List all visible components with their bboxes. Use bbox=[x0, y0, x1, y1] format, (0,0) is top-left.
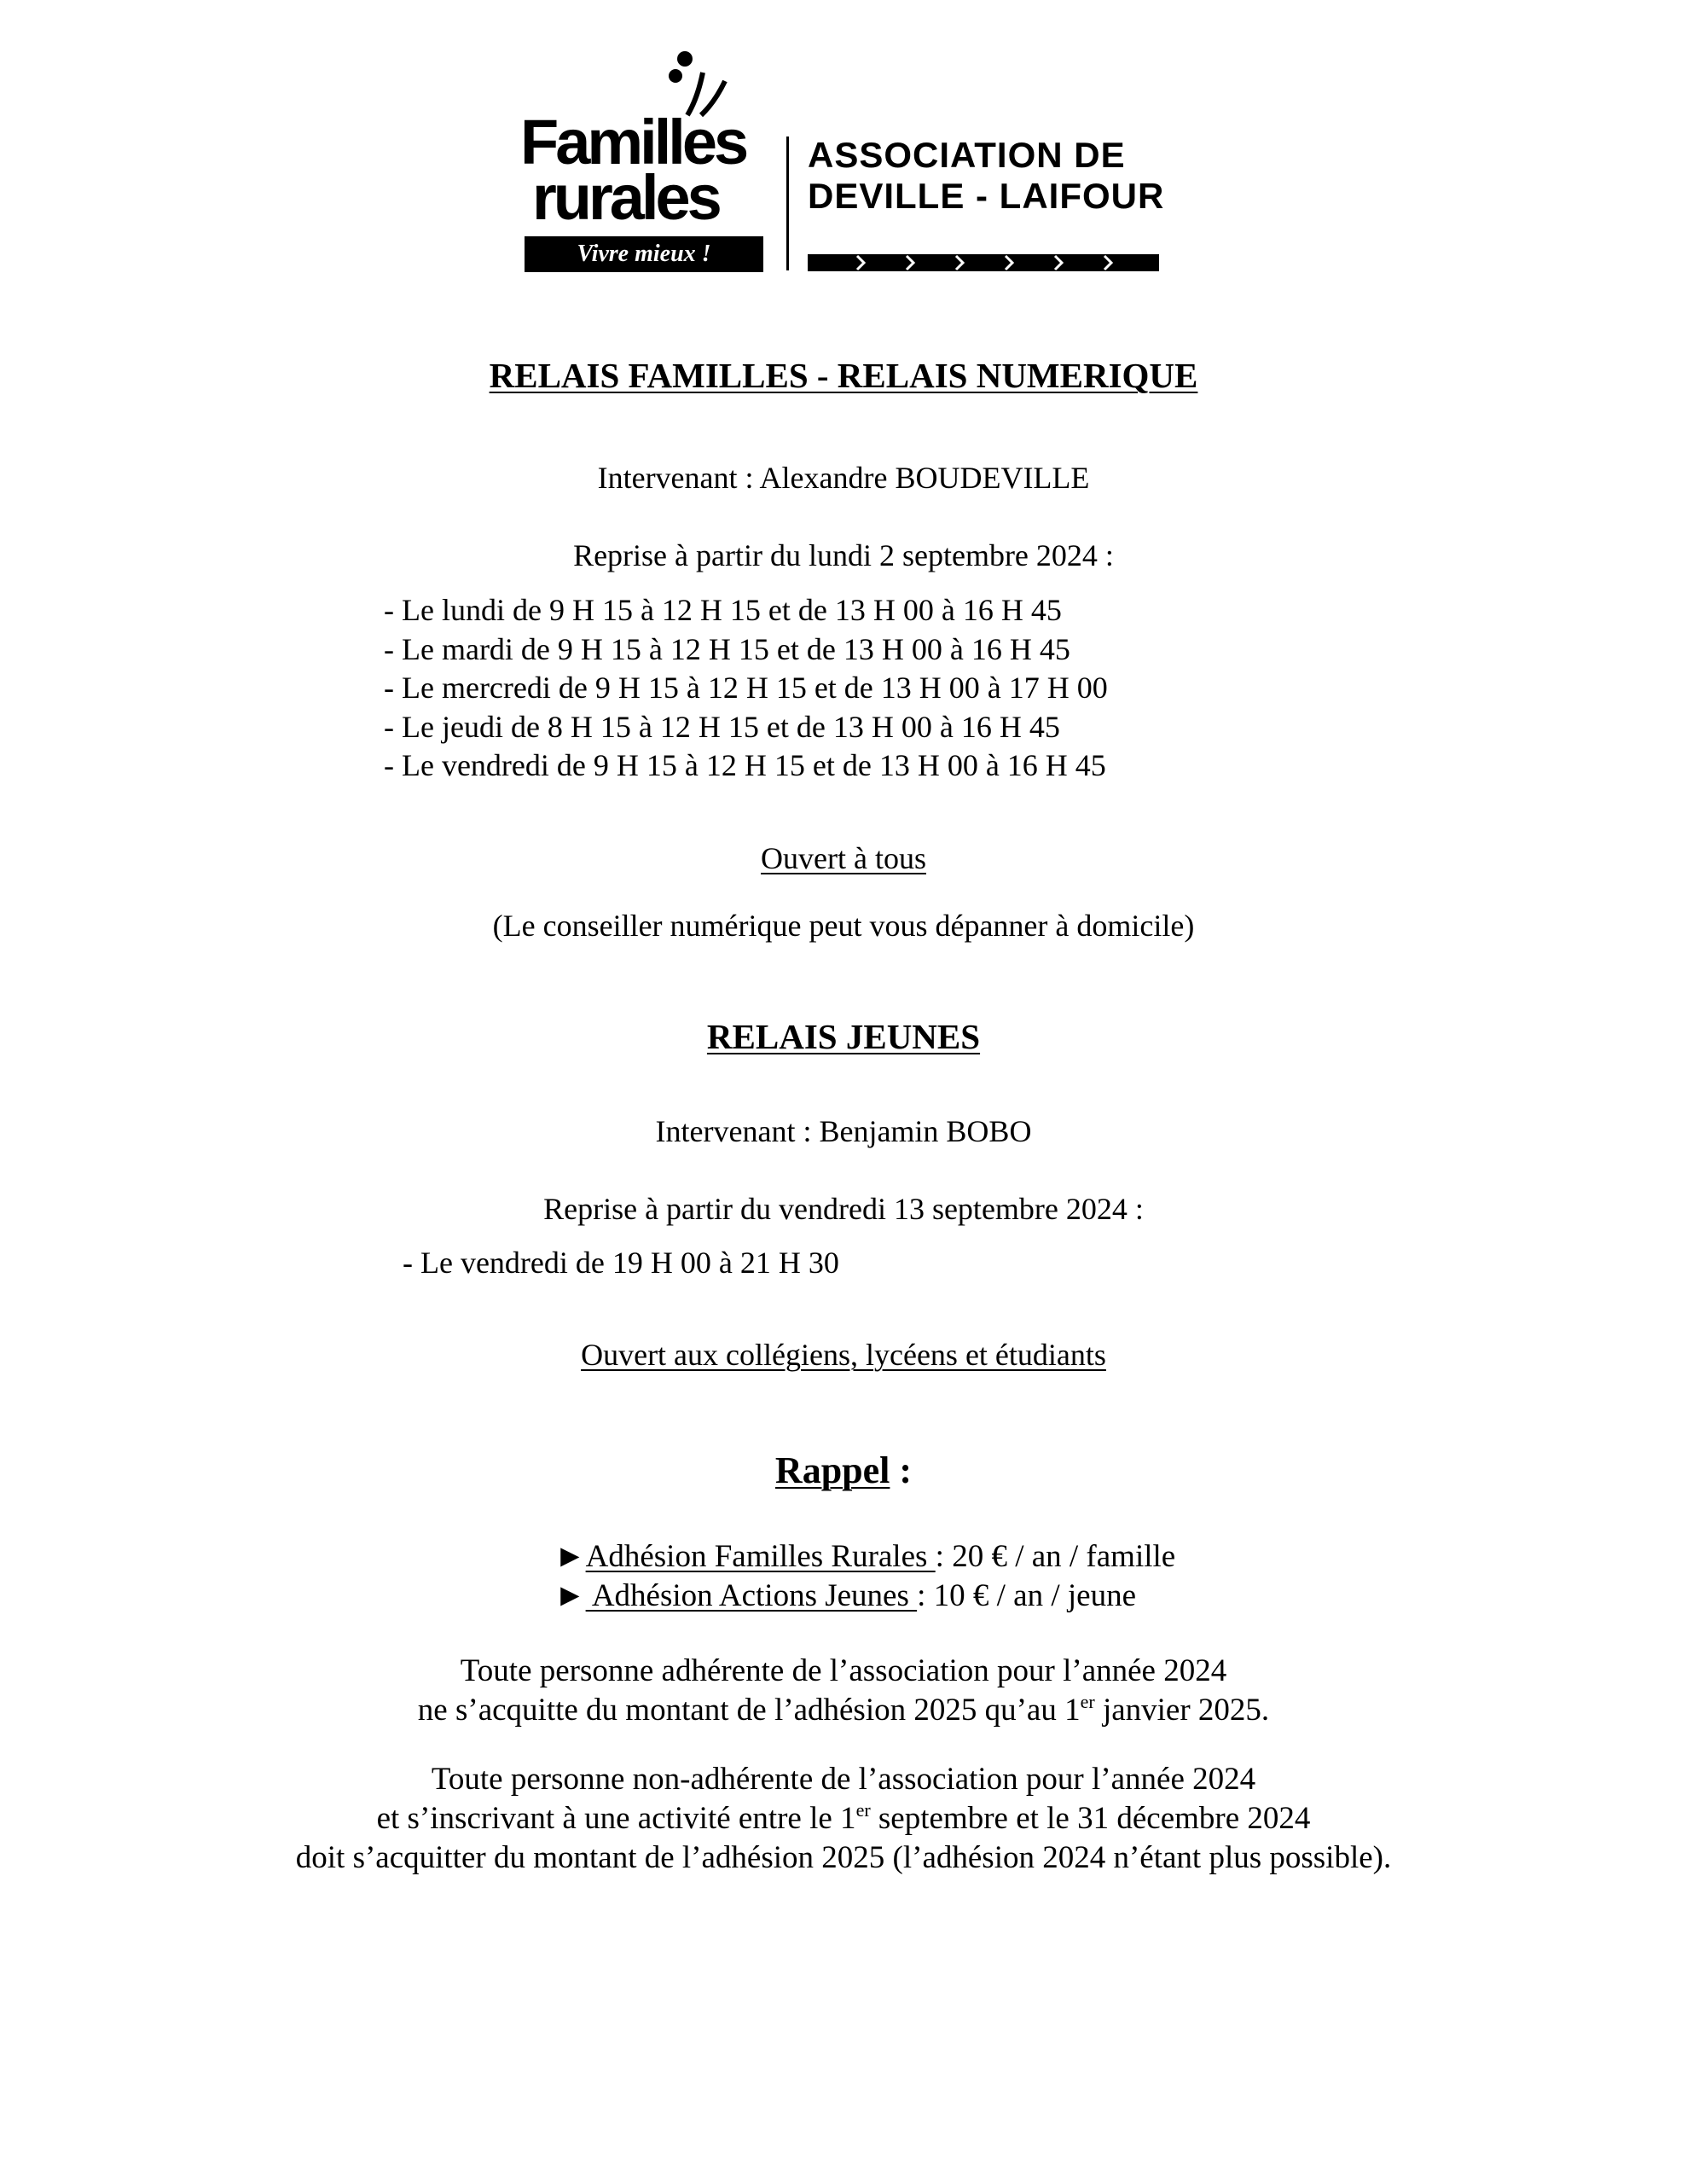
rappel-heading bbox=[0, 1448, 1687, 1494]
rappel-paragraph-2 bbox=[0, 1760, 1687, 1878]
paragraph-1-line-2-start: ne s’acquitte du montant de l’adhésion 2025 qu’au 1 bbox=[417, 1693, 1081, 1728]
bullet-arrow-icon: ► bbox=[554, 1578, 586, 1613]
paragraph-2-line-2-end: septembre et le 31 décembre 2024 bbox=[870, 1801, 1311, 1836]
adhesion-familles-label: Adhésion Familles Rurales bbox=[585, 1539, 936, 1574]
logo-word-rurales: rurales bbox=[532, 162, 719, 233]
association-name bbox=[808, 135, 1164, 217]
relais-familles-reprise: Reprise à partir du lundi 2 septembre 2024 : bbox=[573, 538, 1114, 572]
logo-tagline: Vivre mieux ! bbox=[577, 241, 711, 267]
paragraph-1-line-2 bbox=[0, 1691, 1687, 1730]
logo-divider bbox=[786, 136, 789, 270]
relais-jeunes-reprise: Reprise à partir du vendredi 13 septembre 2024 : bbox=[543, 1192, 1144, 1226]
paragraph-2-line-3: doit s’acquitter du montant de l’adhésion 2025 (l’adhésion 2024 n’étant plus possible). bbox=[295, 1840, 1392, 1875]
rappel-title-suffix: : bbox=[890, 1449, 913, 1491]
horaire-mercredi: - Le mercredi de 9 H 15 à 12 H 15 et de 13 H 00 à 17 H 00 bbox=[384, 671, 1108, 705]
relais-familles-intervenant: Intervenant : Alexandre BOUDEVILLE bbox=[597, 461, 1090, 495]
adhesion-familles-line bbox=[554, 1537, 1175, 1577]
ordinal-superscript: er bbox=[855, 1799, 871, 1821]
relais-jeunes-intervenant: Intervenant : Benjamin BOBO bbox=[655, 1114, 1032, 1148]
paragraph-1-line-1: Toute personne adhérente de l’association pour l’année 2024 bbox=[460, 1653, 1227, 1688]
horaire-mardi: - Le mardi de 9 H 15 à 12 H 15 et de 13 H 00 à 16 H 45 bbox=[384, 631, 1070, 666]
familles-rurales-logo bbox=[520, 47, 768, 273]
ordinal-superscript: er bbox=[1080, 1691, 1095, 1712]
relais-jeunes-horaire: - Le vendredi de 19 H 00 à 21 H 30 bbox=[403, 1246, 839, 1280]
horaire-lundi: - Le lundi de 9 H 15 à 12 H 15 et de 13 H 00 à 16 H 45 bbox=[384, 593, 1062, 627]
relais-familles-ouvert: Ouvert à tous bbox=[761, 841, 926, 875]
rappel-paragraph-1 bbox=[0, 1652, 1687, 1730]
paragraph-2-line-2-start: et s’inscrivant à une activité entre le 1 bbox=[376, 1801, 856, 1836]
arrow-band-icon bbox=[808, 254, 1159, 271]
association-name-line1: ASSOCIATION DE bbox=[808, 135, 1126, 175]
relais-jeunes-ouvert: Ouvert aux collégiens, lycéens et étudiants bbox=[581, 1338, 1106, 1372]
paragraph-2-line-1: Toute personne non-adhérente de l’association pour l’année 2024 bbox=[431, 1762, 1256, 1797]
relais-jeunes-title: RELAIS JEUNES bbox=[706, 1017, 981, 1056]
relais-familles-title: RELAIS FAMILLES - RELAIS NUMERIQUE bbox=[489, 356, 1198, 395]
horaire-vendredi: - Le vendredi de 9 H 15 à 12 H 15 et de 13 H 00 à 16 H 45 bbox=[384, 748, 1106, 782]
relais-familles-note: (Le conseiller numérique peut vous dépanner à domicile) bbox=[492, 909, 1195, 943]
adhesion-jeunes-line bbox=[554, 1577, 1175, 1616]
relais-familles-horaires bbox=[384, 591, 1108, 786]
adhesion-jeunes-value: : 10 € / an / jeune bbox=[917, 1578, 1136, 1613]
horaire-jeudi: - Le jeudi de 8 H 15 à 12 H 15 et de 13 H 00 à 16 H 45 bbox=[384, 709, 1060, 744]
paragraph-2-line-2 bbox=[0, 1799, 1687, 1838]
rappel-adhesions bbox=[554, 1537, 1175, 1616]
logo-word-familles: Familles bbox=[520, 107, 746, 177]
adhesion-familles-value: : 20 € / an / famille bbox=[935, 1539, 1176, 1574]
paragraph-1-line-2-end: janvier 2025. bbox=[1094, 1693, 1270, 1728]
adhesion-jeunes-label: Adhésion Actions Jeunes bbox=[585, 1578, 918, 1613]
bullet-arrow-icon: ► bbox=[554, 1539, 586, 1574]
rappel-title: Rappel bbox=[774, 1449, 890, 1491]
association-name-line2: DEVILLE - LAIFOUR bbox=[808, 176, 1165, 216]
